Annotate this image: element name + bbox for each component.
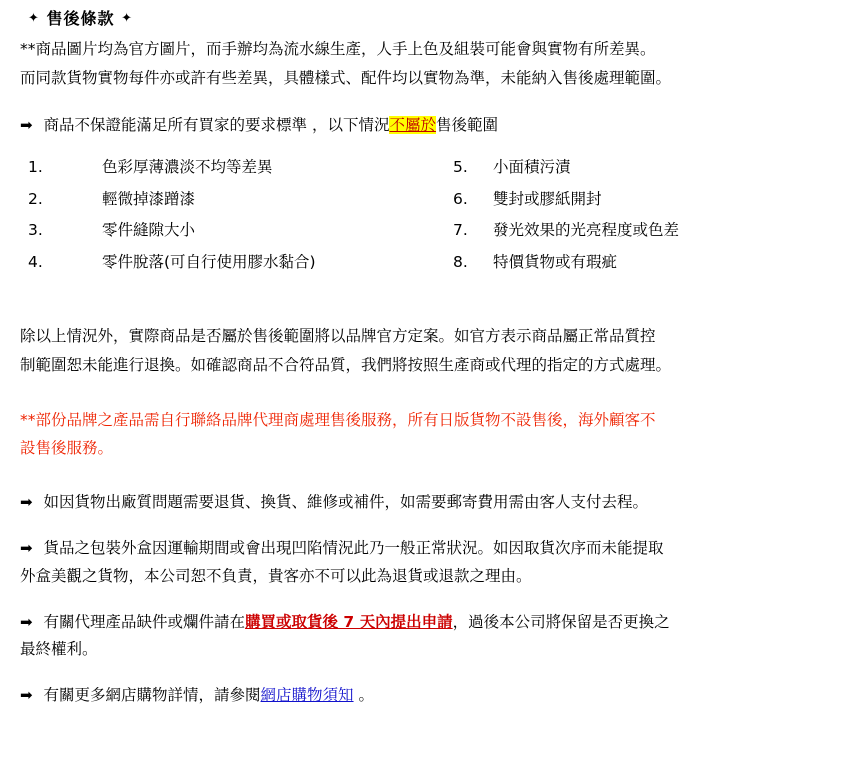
- red-notice-line-2: 設售後服務。: [20, 438, 114, 457]
- arrow-right-icon: ➡: [20, 538, 33, 557]
- list-item: [453, 215, 850, 247]
- list-item-label: 零件脫落(可自行使用膠水黏合): [102, 253, 316, 272]
- list-item-number: 3.: [28, 221, 43, 240]
- point-3-line-2: 最終權利。: [20, 640, 98, 659]
- list-item: [453, 184, 850, 216]
- point-3: [20, 609, 850, 637]
- list-item-number: 2.: [28, 189, 43, 208]
- point-3-text-before: 有關代理產品缺件或爛件請在: [43, 612, 246, 631]
- list-item-number: 5.: [453, 157, 468, 176]
- exclusion-column-right: [435, 152, 850, 279]
- arrow-right-icon: ➡: [20, 612, 33, 631]
- notice-highlight: 不屬於: [389, 115, 436, 134]
- exclusion-column-left: [20, 152, 435, 279]
- arrow-right-icon: ➡: [20, 492, 33, 511]
- point-3-highlight: 購買或取貨後 7 天內提出申請: [245, 612, 453, 631]
- point-2-line-2: 外盒美觀之貨物，本公司恕不負責，貴客亦不可以此為退貨或退款之理由。: [20, 566, 532, 585]
- list-item: [28, 247, 435, 279]
- list-item: [28, 152, 435, 184]
- notice-text-after: 售後範圍: [435, 115, 498, 134]
- point-3-text-after: ，過後本公司將保留是否更換之: [452, 612, 670, 631]
- list-item: [28, 184, 435, 216]
- point-4-text-after: 。: [353, 686, 374, 705]
- list-item-label: 小面積污漬: [493, 157, 571, 176]
- point-4: [20, 682, 850, 710]
- list-item-number: 4.: [28, 253, 43, 272]
- list-item-number: 6.: [453, 189, 468, 208]
- arrow-right-icon: ➡: [20, 115, 33, 134]
- body-line-1: 除以上情況外，實際商品是否屬於售後範圍將以品牌官方定案。如官方表示商品屬正常品質控: [20, 326, 656, 345]
- exclusion-list: [20, 152, 850, 279]
- list-item-label: 發光效果的光亮程度或色差: [493, 221, 680, 240]
- diamond-left-icon: ✦: [28, 11, 40, 26]
- list-item-number: 7.: [453, 221, 468, 240]
- intro-line-1: **商品圖片均為官方圖片，而手辦均為流水線生產，人手上色及組裝可能會與實物有所差異。: [20, 39, 656, 58]
- body-line-2: 制範圍恕未能進行退換。如確認商品不合符品質，我們將按照生產商或代理的指定的方式處理。: [20, 355, 672, 374]
- point-2-text-line-1: 貨品之包裝外盒因運輸期間或會出現凹陷情況此乃一般正常狀況。如因取貨次序而未能提取: [43, 538, 664, 557]
- list-item-label: 輕微掉漆蹭漆: [102, 189, 196, 208]
- list-item-label: 雙封或膠紙開封: [493, 189, 602, 208]
- list-item-label: 零件縫隙大小: [102, 221, 196, 240]
- list-item-number: 1.: [28, 157, 43, 176]
- point-1-text: 如因貨物出廠質問題需要退貨、換貨、維修或補件，如需要郵寄費用需由客人支付去程。: [43, 492, 649, 511]
- shopping-guide-link[interactable]: 網店購物須知: [260, 686, 354, 705]
- intro-line-2: 而同款貨物實物每件亦或許有些差異，具體樣式、配件均以實物為準，未能納入售後處理範圍。: [20, 68, 672, 87]
- list-item-label: 特價貨物或有瑕疵: [493, 253, 618, 272]
- page-title: [28, 6, 850, 32]
- page-title-text: 售後條款: [46, 9, 115, 28]
- point-4-text-before: 有關更多網店購物詳情，請參閱: [43, 686, 261, 705]
- notice-line: [20, 112, 850, 140]
- list-item-label: 色彩厚薄濃淡不均等差異: [102, 157, 273, 176]
- list-item: [28, 215, 435, 247]
- list-item-number: 8.: [453, 253, 468, 272]
- list-item: [453, 152, 850, 184]
- point-2: [20, 535, 850, 563]
- point-1: [20, 489, 850, 517]
- red-notice-line-1: **部份品牌之產品需自行聯絡品牌代理商處理售後服務，所有日版貨物不設售後，海外顧客不: [20, 411, 656, 430]
- arrow-right-icon: ➡: [20, 686, 33, 705]
- list-item: [453, 247, 850, 279]
- diamond-right-icon: ✦: [121, 11, 133, 26]
- notice-text-before: 商品不保證能滿足所有買家的要求標準 ，以下情況: [43, 115, 390, 134]
